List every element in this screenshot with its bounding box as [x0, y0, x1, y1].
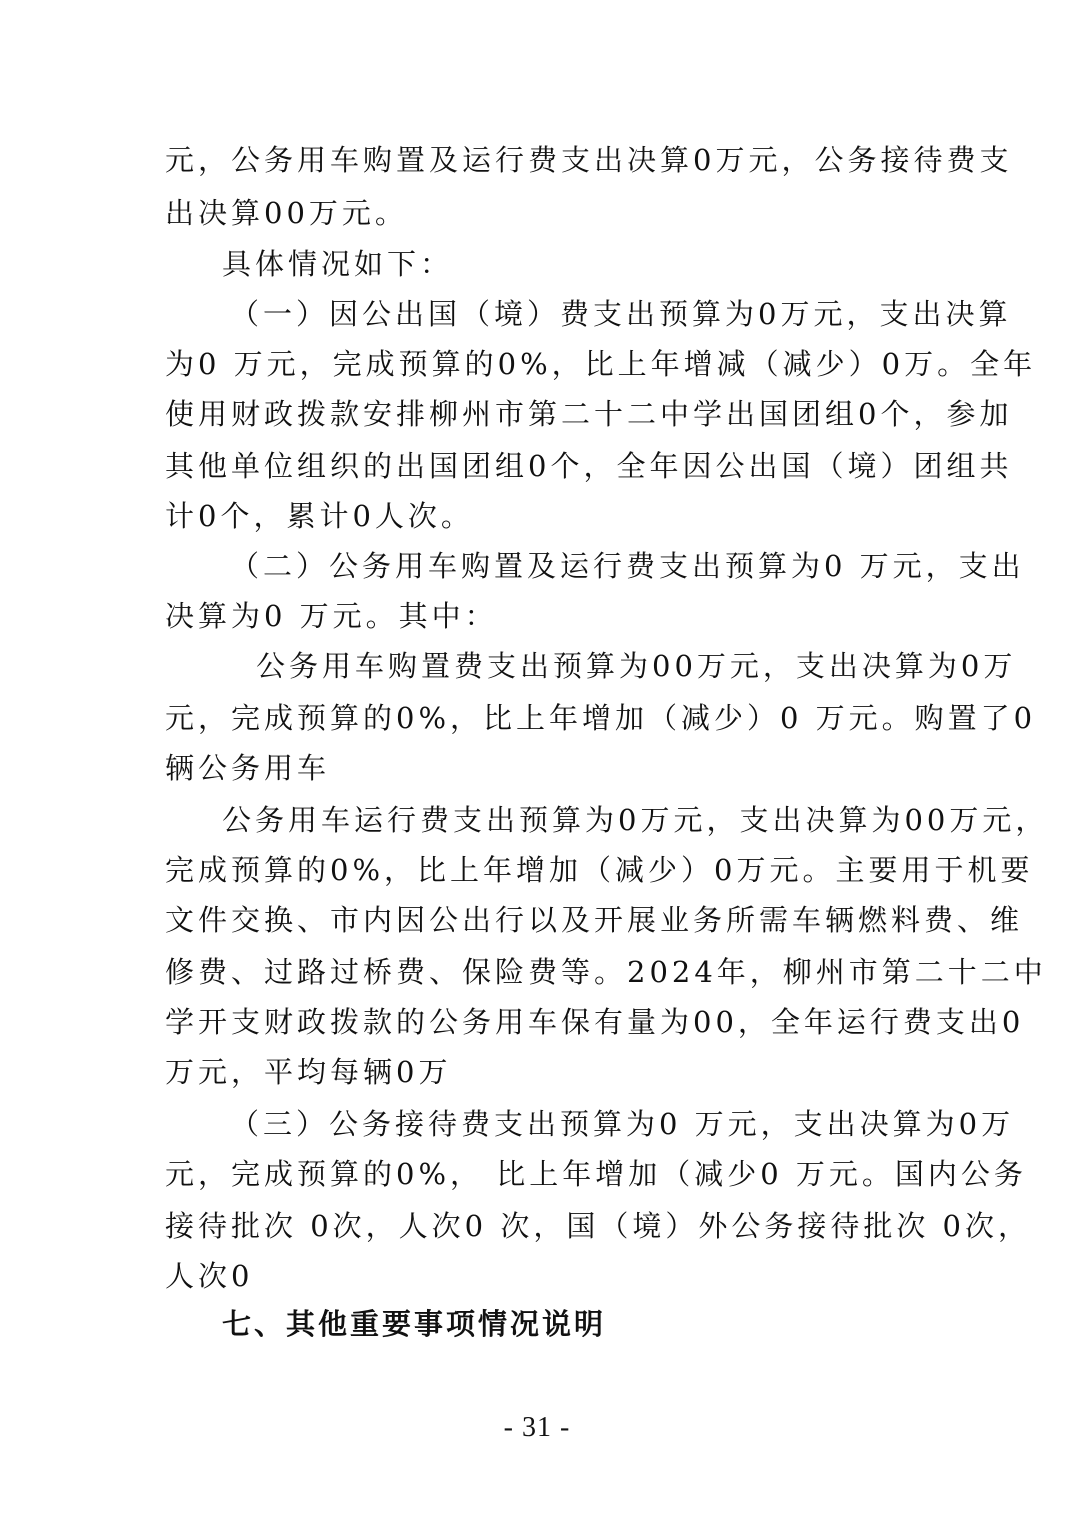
body-text-line: 元，公务用车购置及运行费支出决算0万元，公务接待费支: [165, 143, 1013, 177]
page-number: - 31 -: [503, 1412, 571, 1443]
body-text-line: 为0 万元，完成预算的0%，比上年增减（减少）0万。全年: [165, 347, 1037, 381]
body-text-line: 其他单位组织的出国团组0个，全年因公出国（境）团组共: [165, 449, 1013, 483]
body-text-line: 具体情况如下：: [222, 247, 454, 281]
body-text-line: 接待批次 0次，人次0 次，国（境）外公务接待批次 0次，: [165, 1209, 1032, 1243]
body-text-line: 万元，平均每辆0万: [165, 1055, 452, 1089]
body-text-line: 元，完成预算的0%，比上年增加（减少）0 万元。购置了0: [165, 701, 1037, 735]
body-text-line: （一）因公出国（境）费支出预算为0万元，支出决算: [230, 297, 1012, 331]
body-text-line: 元，完成预算的0%， 比上年增加（减少0 万元。国内公务: [165, 1157, 1027, 1191]
body-text-line: 公务用车运行费支出预算为0万元，支出决算为00万元，: [222, 803, 1049, 837]
body-text-line: 文件交换、市内因公出行以及开展业务所需车辆燃料费、维: [165, 903, 1024, 937]
body-text-line: 人次0: [165, 1259, 254, 1293]
body-text-line: 公务用车购置费支出预算为00万元，支出决算为0万: [256, 649, 1017, 683]
body-text-line: 学开支财政拨款的公务用车保有量为00，全年运行费支出0: [165, 1005, 1025, 1039]
body-text-line: 使用财政拨款安排柳州市第二十二中学出国团组0个，参加: [165, 397, 1013, 431]
body-text-line: 决算为0 万元。其中：: [165, 599, 498, 633]
section-heading: 七、其他重要事项情况说明: [222, 1307, 607, 1341]
body-text-line: 辆公务用车: [165, 751, 331, 785]
body-text-line: 完成预算的0%，比上年增加（减少）0万元。主要用于机要: [165, 853, 1034, 887]
body-text-line: 出决算00万元。: [165, 196, 408, 230]
body-text-line: （三）公务接待费支出预算为0 万元，支出决算为0万: [230, 1107, 1015, 1141]
body-text-line: （二）公务用车购置及运行费支出预算为0 万元，支出: [230, 549, 1025, 583]
body-text-line: 计0个，累计0人次。: [165, 499, 474, 533]
body-text-line: 修费、过路过桥费、保险费等。2024年，柳州市第二十二中: [165, 955, 1047, 989]
